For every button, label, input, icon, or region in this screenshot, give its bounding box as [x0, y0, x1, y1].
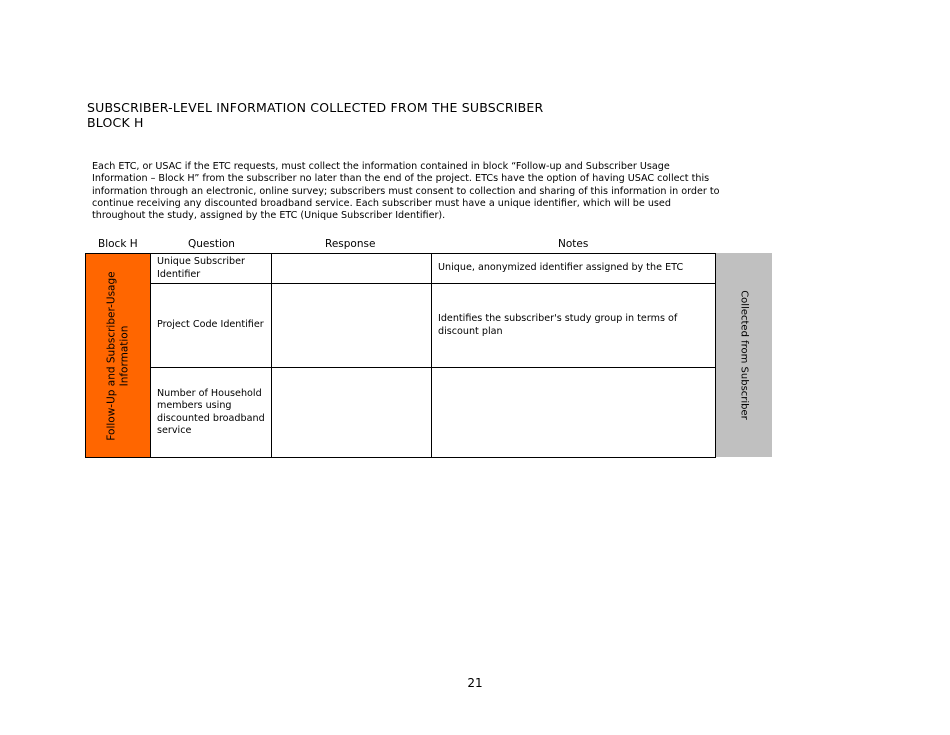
row-2-notes: Identifies the subscriber's study group in terms of discount plan: [431, 283, 716, 368]
row-3-question: Number of Household members using discounted broadband service: [150, 367, 272, 458]
column-header-question: Question: [188, 238, 235, 250]
page-heading: [87, 100, 543, 130]
column-header-notes: Notes: [558, 238, 589, 250]
intro-paragraph: Each ETC, or USAC if the ETC requests, must collect the information contained in block “Follow-up and Subscriber Usage Information – Block H” from the subscriber no later than the end of the project. ETCs have the option of having USAC collect this information through an electronic, online survey; subscribers must consent to collection and sharing of this information in order to continue receiving any discounted broadband service. Each subscriber must have a unique identifier, which will be used throughout the study, assigned by the ETC (Unique Subscriber Identifier).: [92, 161, 720, 222]
row-3-response: [271, 367, 432, 458]
block-label-cell: [85, 253, 151, 458]
column-header-block: Block H: [98, 238, 138, 250]
row-1-response: [271, 253, 432, 284]
row-1-question: Unique Subscriber Identifier: [150, 253, 272, 284]
heading-line-1: SUBSCRIBER-LEVEL INFORMATION COLLECTED FROM THE SUBSCRIBER: [87, 100, 544, 115]
collected-from-label: Collected from Subscriber: [738, 290, 750, 420]
block-label-text: Follow-Up and Subscriber-Usage Information: [105, 270, 130, 441]
row-2-question: Project Code Identifier: [150, 283, 272, 368]
row-3-notes: [431, 367, 716, 458]
row-2-response: [271, 283, 432, 368]
collected-from-band: [716, 253, 772, 457]
page-number: 21: [467, 676, 483, 690]
column-header-response: Response: [325, 238, 376, 250]
heading-line-2: BLOCK H: [87, 115, 144, 130]
row-1-notes: Unique, anonymized identifier assigned by the ETC: [431, 253, 716, 284]
